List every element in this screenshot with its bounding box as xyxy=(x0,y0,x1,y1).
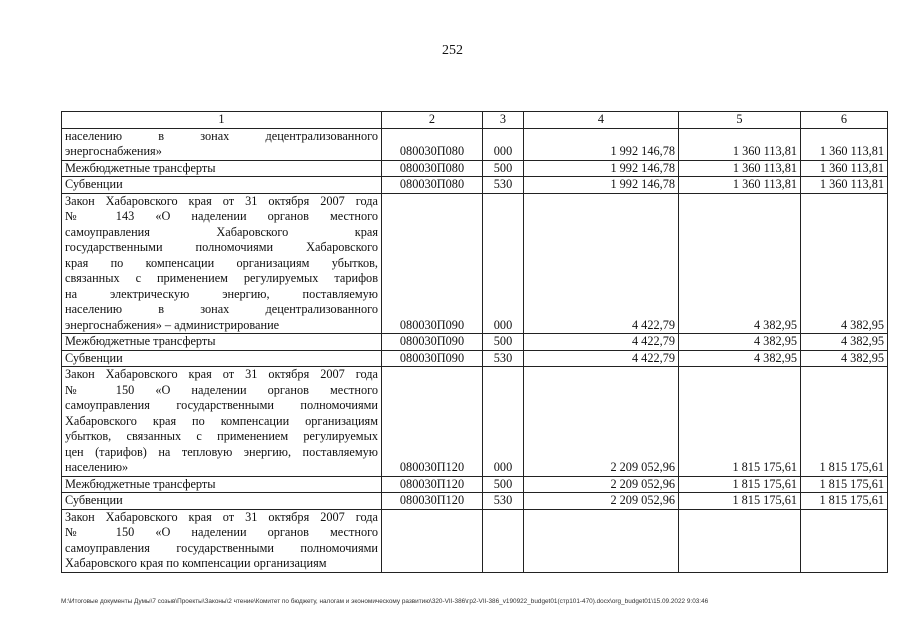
row-value-col5: 1 815 175,61 xyxy=(679,367,801,477)
row-value-col4: 1 992 146,78 xyxy=(524,160,679,177)
row-expense-type: 000 xyxy=(483,128,524,160)
description-line: Закон Хабаровского края от 31 октября 2007 года xyxy=(65,367,378,381)
row-description xyxy=(62,350,382,367)
description-line: населению» xyxy=(65,460,129,474)
row-expense-type xyxy=(483,509,524,572)
row-target-code xyxy=(382,509,483,572)
row-expense-type: 530 xyxy=(483,493,524,510)
budget-table-body xyxy=(62,112,888,573)
header-cell-1: 1 xyxy=(62,112,382,129)
row-description xyxy=(62,193,382,334)
row-value-col5: 4 382,95 xyxy=(679,193,801,334)
row-description xyxy=(62,476,382,493)
description-line: края по компенсации организациям убытков, xyxy=(65,255,378,270)
row-value-col6: 1 360 113,81 xyxy=(801,160,888,177)
row-value-col5: 1 815 175,61 xyxy=(679,493,801,510)
row-value-col5: 1 360 113,81 xyxy=(679,160,801,177)
row-target-code: 080030П090 xyxy=(382,334,483,351)
table-row xyxy=(62,193,888,334)
row-value-col6: 1 360 113,81 xyxy=(801,128,888,160)
description-line: Межбюджетные трансферты xyxy=(65,160,216,175)
description-line: населению в зонах децентрализованного xyxy=(65,302,378,316)
row-expense-type: 530 xyxy=(483,350,524,367)
table-row xyxy=(62,177,888,194)
description-line: Закон Хабаровского края от 31 октября 2007 года xyxy=(65,193,378,208)
table-row xyxy=(62,128,888,160)
description-line: самоуправления государственными полномочиями xyxy=(65,540,378,555)
row-value-col4: 1 992 146,78 xyxy=(524,128,679,160)
row-description xyxy=(62,334,382,351)
row-target-code: 080030П090 xyxy=(382,193,483,334)
description-line: Субвенции xyxy=(65,177,123,191)
table-row xyxy=(62,367,888,477)
row-value-col5: 4 382,95 xyxy=(679,350,801,367)
row-description xyxy=(62,160,382,177)
description-line: энергоснабжения» – администрирование xyxy=(65,317,280,332)
row-value-col4: 2 209 052,96 xyxy=(524,476,679,493)
row-value-col6: 4 382,95 xyxy=(801,334,888,351)
row-expense-type: 000 xyxy=(483,367,524,477)
description-line: Межбюджетные трансферты xyxy=(65,476,216,491)
table-row xyxy=(62,334,888,351)
header-cell-6: 6 xyxy=(801,112,888,129)
file-path-footer: M:\Итоговые документы Думы\7 созыв\Проекты\Законы\2 чтение\Комитет по бюджету, налогам и экономическому развитию\320-VII-386\гр2-VII-386_v190922_budget01(стр101-470).docx\org_budget01\15.09.2022 9:03:46 xyxy=(61,598,709,605)
description-line: № 143 «О наделении органов местного xyxy=(65,209,378,223)
row-value-col6 xyxy=(801,509,888,572)
description-line: убытков, связанных с применением регулируемых xyxy=(65,429,378,443)
table-row xyxy=(62,476,888,493)
row-target-code: 080030П080 xyxy=(382,160,483,177)
header-cell-4: 4 xyxy=(524,112,679,129)
row-value-col5: 1 815 175,61 xyxy=(679,476,801,493)
row-value-col5: 1 360 113,81 xyxy=(679,177,801,194)
row-description xyxy=(62,177,382,194)
header-cell-2: 2 xyxy=(382,112,483,129)
row-value-col6: 1 360 113,81 xyxy=(801,177,888,194)
description-line: Межбюджетные трансферты xyxy=(65,334,216,348)
row-value-col4: 2 209 052,96 xyxy=(524,367,679,477)
row-value-col4: 2 209 052,96 xyxy=(524,493,679,510)
table-row xyxy=(62,509,888,572)
description-line: самоуправления государственными полномочиями xyxy=(65,398,378,412)
row-target-code: 080030П080 xyxy=(382,177,483,194)
row-value-col5 xyxy=(679,509,801,572)
row-value-col6: 1 815 175,61 xyxy=(801,367,888,477)
description-line: государственными полномочиями Хабаровского xyxy=(65,240,378,254)
row-description xyxy=(62,128,382,160)
description-line: № 150 «О наделении органов местного xyxy=(65,382,378,397)
row-target-code: 080030П120 xyxy=(382,493,483,510)
description-line: населению в зонах децентрализованного xyxy=(65,128,378,143)
row-value-col6: 4 382,95 xyxy=(801,350,888,367)
row-value-col6: 1 815 175,61 xyxy=(801,476,888,493)
row-value-col4: 4 422,79 xyxy=(524,334,679,351)
description-line: Субвенции xyxy=(65,493,123,507)
row-target-code: 080030П120 xyxy=(382,476,483,493)
budget-table xyxy=(61,111,888,573)
row-expense-type: 530 xyxy=(483,177,524,194)
description-line: Хабаровского края по компенсации организациям xyxy=(65,413,378,428)
header-cell-3: 3 xyxy=(483,112,524,129)
row-target-code: 080030П080 xyxy=(382,128,483,160)
description-line: Хабаровского края по компенсации организациям xyxy=(65,556,327,570)
row-target-code: 080030П090 xyxy=(382,350,483,367)
page-number: 252 xyxy=(442,43,463,58)
row-value-col6: 4 382,95 xyxy=(801,193,888,334)
description-line: на электрическую энергию, поставляемую xyxy=(65,286,378,301)
row-description xyxy=(62,367,382,477)
description-line: Субвенции xyxy=(65,350,123,365)
row-expense-type: 500 xyxy=(483,334,524,351)
table-header-row xyxy=(62,112,888,129)
row-target-code: 080030П120 xyxy=(382,367,483,477)
row-value-col6: 1 815 175,61 xyxy=(801,493,888,510)
description-line: самоуправления Хабаровского края xyxy=(65,224,378,239)
description-line: Закон Хабаровского края от 31 октября 2007 года xyxy=(65,509,378,524)
row-value-col4 xyxy=(524,509,679,572)
row-expense-type: 500 xyxy=(483,476,524,493)
row-expense-type: 000 xyxy=(483,193,524,334)
row-value-col4: 1 992 146,78 xyxy=(524,177,679,194)
table-row xyxy=(62,493,888,510)
description-line: энергоснабжения» xyxy=(65,144,162,158)
row-value-col4: 4 422,79 xyxy=(524,350,679,367)
row-description xyxy=(62,493,382,510)
description-line: цен (тарифов) на тепловую энергию, поставляемую xyxy=(65,444,378,459)
row-value-col4: 4 422,79 xyxy=(524,193,679,334)
description-line: связанных с применением регулируемых тарифов xyxy=(65,271,378,285)
table-row xyxy=(62,160,888,177)
description-line: № 150 «О наделении органов местного xyxy=(65,525,378,539)
row-expense-type: 500 xyxy=(483,160,524,177)
row-description xyxy=(62,509,382,572)
table-row xyxy=(62,350,888,367)
row-value-col5: 4 382,95 xyxy=(679,334,801,351)
header-cell-5: 5 xyxy=(679,112,801,129)
row-value-col5: 1 360 113,81 xyxy=(679,128,801,160)
